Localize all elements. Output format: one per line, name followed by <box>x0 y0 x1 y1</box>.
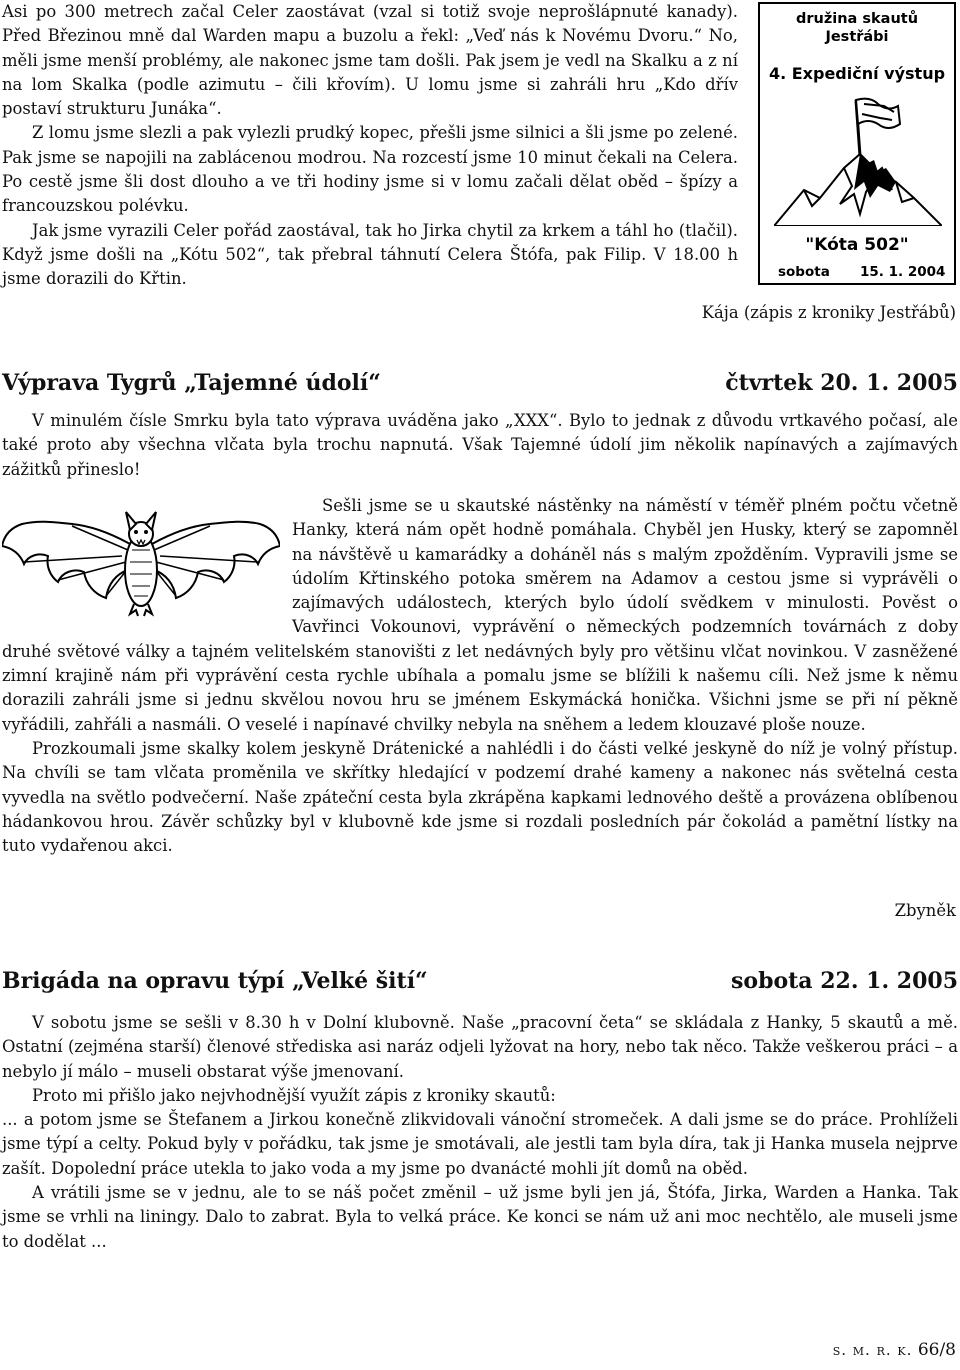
poster-event: 4. Expediční výstup <box>768 64 946 83</box>
paragraph: Prozkoumali jsme skalky kolem jeskyně Drátenické a nahlédli i do části velké jeskyně do níž je volný přístup. Na chvíli se tam vlčata proměnila ve skřítky hledající v podzemí drahé kameny a nakonec nás světelná cesta vyvedla na světlo podvečerní. Naše zpáteční cesta byla zkrápěna kapkami lednového deště a provázena oblíbenou hádankovou hrou. Závěr schůzky byl v klubovně kde jsme si rozdali posledních pár čokolád a pamětní lístky na tuto vydařenou akci. <box>2 738 958 856</box>
paragraph: Sešli jsme se u skautské nástěnky na náměstí v téměř plném počtu včetně Hanky, která nám opět hodně pomáhala. Chyběl jen Husky, který se zapomněl na návštěvě u kamarádky a doháněl nás s malým zpožděním. Vypravili jsme se údolím Křtinského potoka směrem na Adamov a cestou jsme si vyprávěli o zajímavých událostech, kterých bylo údolí svědkem v minulosti. Pověst o Vavřinci Vokounovi, vyprávění o německých podzemních továrnách z doby druhé světové války a tajném velitelském stanovišti z let nedávných byly pro většinu vlčat novinkou. V zasněžené zimní krajině nám při vyprávění cesta rychle ubíhala a pomalu jsme se blížili k našemu cíli. Než jsme k němu dorazili zahráli jsme si jednu skvělou novou hru se jménem Eskymácká honička. Všichni jsme se při ní pěkně vyřádili, zahřáli a nasmáli. O veselé i napínavé chvilky nebyla na sněhem a ledem klouzavé ploše nouze. <box>2 496 958 734</box>
signature: Zbyněk <box>894 901 956 920</box>
signature: Kája (zápis z kroniky Jestřábů) <box>701 303 956 322</box>
poster-date: 15. 1. 2004 <box>860 264 946 280</box>
section-title: Brigáda na opravu týpí „Velké šití“ <box>2 968 428 994</box>
paragraph: Asi po 300 metrech začal Celer zaostávat (vzal si totiž svoje neprošlápnuté kanady). Před Březinou mně dal Warden mapu a buzolu a řekl: „Veď nás k Novému Dvoru.“ No, měli jsme menší problémy, ale nakonec jsme tam došli. Pak jsem je vedl na Skalku a z ní na lom Skalka (podle azimutu – čili křovím). U lomu jsme si zahráli hru „Kdo dřív postaví strukturu Junáka“. <box>2 2 738 119</box>
poster-name: "Kóta 502" <box>805 235 909 255</box>
poster-troop-line2: Jestřábi <box>825 29 889 45</box>
section-date: čtvrtek 20. 1. 2005 <box>725 370 958 396</box>
paragraph: V minulém čísle Smrku byla tato výprava uváděna jako „XXX“. Bylo to jednak z důvodu vrtkavého počasí, ale také proto aby všechna vlčata byla trochu napnutá. Však Tajemné údolí jim několik napínavých a zajímavých zážitků přineslo! <box>2 411 958 479</box>
poster-troop-line1: družina skautů <box>795 11 919 27</box>
paragraph: V sobotu jsme se sešli v 8.30 h v Dolní klubovně. Naše „pracovní četa“ se skládala z Hanky, 5 skautů a mě. Ostatní (zejména starší) členové střediska asi naráz odjeli lyžovat na hory, nebo tak něco. Takže veškerou práci – a nebylo jí málo – museli obstarat výše jmenovaní. <box>2 1013 958 1081</box>
section-heading <box>2 968 958 998</box>
section-title: Výprava Tygrů „Tajemné údolí“ <box>2 370 381 396</box>
section-body <box>2 1011 958 1254</box>
mountain-flag-icon <box>774 94 942 226</box>
section-heading <box>2 370 958 400</box>
magazine-name: s. m. r. k. <box>832 1341 913 1359</box>
section-intro <box>2 409 958 482</box>
paragraph: Z lomu jsme slezli a pak vylezli prudký kopec, přešli jsme silnici a šli jsme po zelené. Pak jsme se napojili na zablácenou modrou. Na rozcestí jsme 10 minut čekali na Celera. Po cestě jsme šli dost dlouho a ve tři hodiny jsme si v lomu začali dělat oběd – špízy a francouzskou polévku. <box>2 123 738 216</box>
page-footer <box>833 1340 956 1360</box>
paragraph: ... a potom jsme se Štefanem a Jirkou konečně zlikvidovali vánoční stromeček. A dali jsme se do práce. Prohlíželi jsme týpí a celty. Pokud byly v pořádku, tak jsme je smotávali, ale jestli tam byla díra, tak ji Hanka musela nejprve zašít. Dopolední práce utekla to jako voda a my jsme po dvanácté mohli jít domů na oběd. <box>2 1110 958 1178</box>
paragraph: Proto mi přišlo jako nejvhodnější využít zápis z kroniky skautů: <box>32 1085 556 1105</box>
page-number: 66/8 <box>917 1340 956 1360</box>
paragraph: A vrátili jsme se v jednu, ale to se náš počet změnil – už jsme byli jen já, Štófa, Jirka, Warden a Hanka. Tak jsme se vrhli na liningy. Dalo to zabrat. Byla to velká práce. Ke konci se nám už ani moc nechtělo, ale museli jsme to dodělat ... <box>2 1183 958 1251</box>
expedition-poster <box>758 2 956 285</box>
poster-day: sobota <box>778 264 830 280</box>
section-date: sobota 22. 1. 2005 <box>731 968 958 994</box>
section-body <box>2 494 958 858</box>
top-article-text <box>2 0 738 292</box>
bat-icon <box>2 500 280 634</box>
paragraph: Jak jsme vyrazili Celer pořád zaostával, tak ho Jirka chytil za krkem a táhl ho (tlačil). Když jsme došli na „Kótu 502“, tak přebral táhnutí Celera Štófa, pak Filip. V 18.00 h jsme dorazili do Křtin. <box>2 220 738 289</box>
